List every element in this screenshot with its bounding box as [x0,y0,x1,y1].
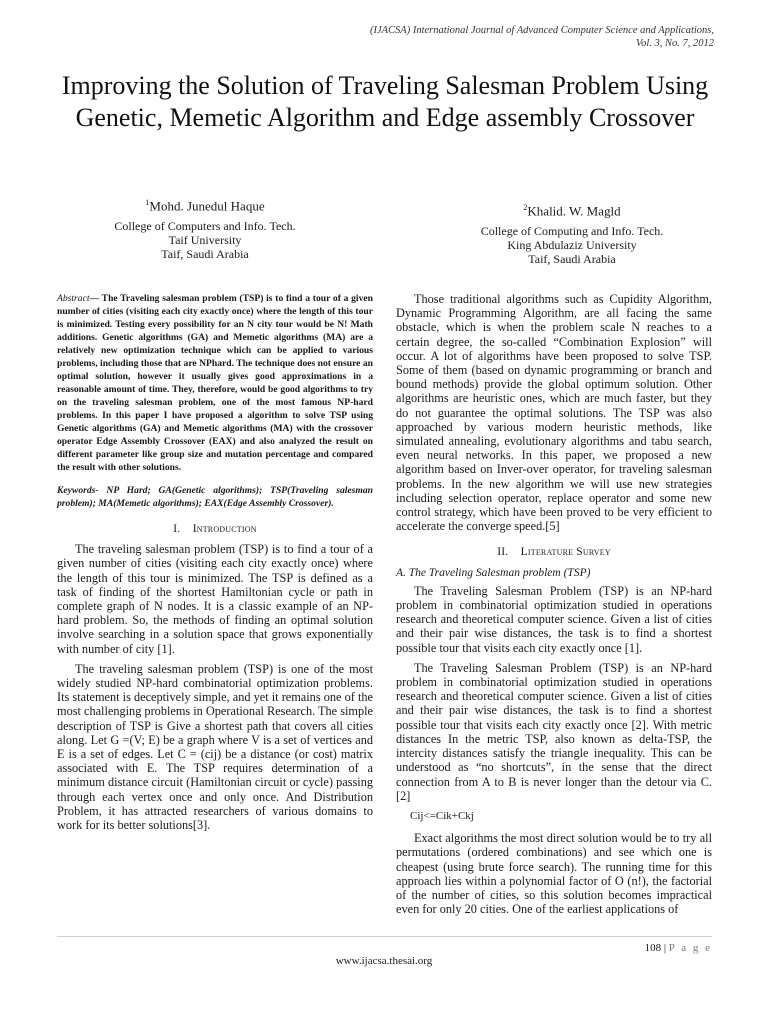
paragraph: The traveling salesman problem (TSP) is one of the most widely studied NP-hard combinatorial optimization problems. Its statement is deceptively simple, and yet it remains one of the most challenging problems in Operational Research. The simple description of TSP is Give a shortest path that covers all cities along. Let G =(V; E) be a graph where V is a set of vertices and E is a set of edges. Let C = (cij) be a distance (or cost) matrix associated with E. The TSP requires determination of a minimum distance circuit (Hamiltonian circuit or cycle) passing through each vertex once and only once. And Distribution Problem, it has attracted researchers of various domains to work for its better solutions[3]. [57,661,373,833]
paragraph: Exact algorithms the most direct solution would be to try all permutations (ordered combinations) and see which one is cheapest (using brute force search). The running time for this approach lies within a polynomial factor of O (n!), the factorial of the number of cities, so this solution becomes impractical even for only 20 cities. One of the earliest applications of [396,831,712,917]
left-column [57,292,373,838]
author-name: $^2$Khalid. W. Magld [523,203,621,219]
journal-volume: Vol. 3, No. 7, 2012 [635,38,714,49]
right-column [396,292,712,922]
author-affiliation-line: King Abdulaziz University [507,238,637,253]
author-block-2 [432,201,712,266]
journal-url: www.ijacsa.thesai.org [335,955,433,967]
journal-name: (IJACSA) International Journal of Advanced Computer Science and Applications, [369,25,714,36]
paragraph: Those traditional algorithms such as Cupidity Algorithm, Dynamic Programming Algorithm, are all facing the same obstacle, which is when the problem scale N reaches to a certain degree, the so-called “Combination Explosion” will occur. A lot of algorithms have been proposed to solve TSP. Some of them (based on dynamic programming or branch and bound methods) provide the global optimum solution. Other algorithms are heuristic ones, which are much faster, but they do not guarantee the optimal solutions. The TSP was also approached by various modern heuristic methods, like simulated annealing, evolutionary algorithms and tabu search, even neural networks. In this paper, we proposed a new algorithm based on Inver-over operator, for traveling salesman problems. In the new algorithm we will use new strategies including selection operator, replace operator and some new control strategy, which have been proved to be very efficient to accelerate the converge speed.[5] [396,292,712,534]
author-name: $^1$Mohd. Junedul Haque [145,198,265,214]
journal-header [370,24,714,50]
page-number: 108 | P a g e [644,942,712,954]
abstract: Abstract— The Traveling salesman problem (TSP) is to find a tour of a given number of cities (visiting each city exactly once) where the length of this tour is minimized. Testing every possibility for an N city tour would be N! Math additions. Genetic algorithms (GA) and Memetic algorithms (MA) are a relatively new optimization technique which can be applied to various problems, including those that are NPhard. The technique does not ensure an optimal solution, however it usually gives good approximations in a reasonable amount of time. They, therefore, would be good algorithms to try on the traveling salesman problem, one of the most famous NP-hard problems. In this paper I have proposed a algorithm to solve TSP using Genetic algorithms (GA) and Memetic algorithms (MA) with the crossover operator Edge Assembly Crossover (EAX) and also analyzed the result on different parameter like group size and mutation percentage and compared the result with other solutions. [57,293,373,473]
paragraph: The Traveling Salesman Problem (TSP) is an NP-hard problem in combinatorial optimization studied in operations research and theoretical computer science. Given a list of cities and their pair wise distances, the task is to find a shortest possible tour that visits each city exactly once [2]. With metric distances In the metric TSP, also known as delta-TSP, the intercity distances satisfy the triangle inequality. This can be understood as “no shortcuts”, in the sense that the direct connection from A to B is never longer than the detour via C. [2] [396,660,712,803]
section-heading-introduction: I. Introduction [173,523,257,535]
author-affiliation-line: Taif University [168,233,242,248]
author-affiliation-line: College of Computers and Info. Tech. [114,219,296,234]
paper-title: Improving the Solution of Traveling Salesman Problem Using Genetic, Memetic Algorithm and Edge assembly Crossover [61,71,709,132]
author-affiliation-line: Taif, Saudi Arabia [161,247,249,262]
footer-divider [57,936,712,937]
paragraph: The Traveling Salesman Problem (TSP) is an NP-hard problem in combinatorial optimization studied in operations research and theoretical computer science. Given a list of cities and their pair wise distances, the task is to find a shortest possible tour that visits each city exactly once [1]. [396,583,712,655]
author-block-1 [90,196,320,261]
triangle-inequality-formula: Cij<=Cik+Ckj [410,809,474,822]
author-affiliation-line: Taif, Saudi Arabia [528,252,616,267]
subsection-heading: A. The Traveling Salesman problem (TSP) [396,566,591,579]
keywords: Keywords- NP Hard; GA(Genetic algorithms); TSP(Traveling salesman problem); MA(Memetic algorithms); EAX(Edge Assembly Crossover). [57,485,373,509]
paragraph: The traveling salesman problem (TSP) is to find a tour of a given number of cities (visiting each city exactly once) where the length of this tour is minimized. The TSP is defined as a task of finding of the shortest Hamiltonian cycle or path in complete graph of N nodes. It is a classic example of an NP-hard problem. So, the methods of finding an optimal solution involve searching in a solution space that grows exponentially with number of city [1]. [57,542,373,656]
author-affiliation-line: College of Computing and Info. Tech. [480,224,664,239]
section-heading-literature-survey: II. Literature Survey [497,546,611,559]
